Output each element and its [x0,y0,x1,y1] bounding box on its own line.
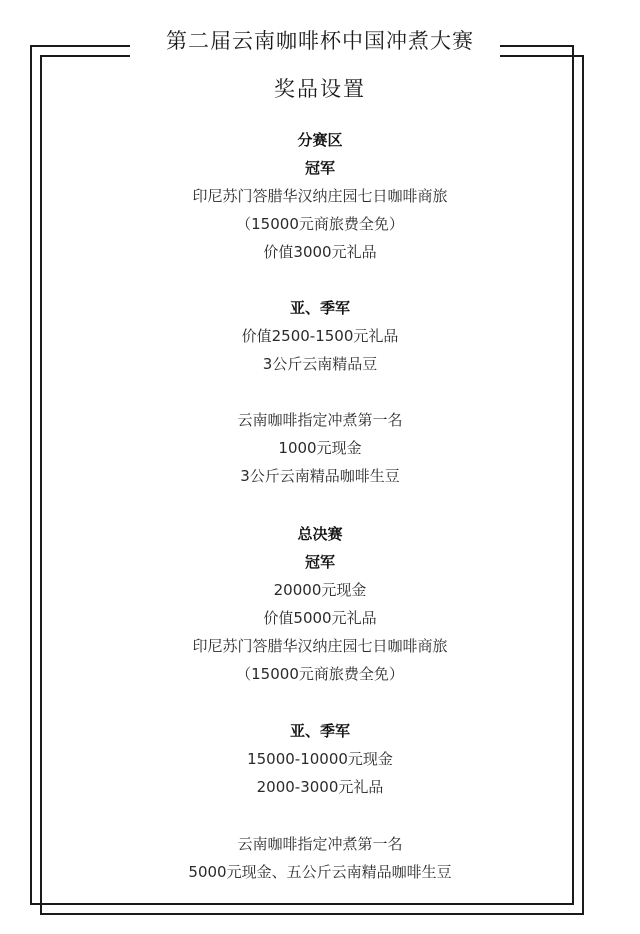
finals-yunnan-best-2: 5000元现金、五公斤云南精品咖啡生豆 [188,863,452,881]
regional-yunnan-best-2: 1000元现金 [278,439,362,457]
page-title: 第二届云南咖啡杯中国冲煮大赛 [166,29,474,53]
finals-champion-prize-3: 印尼苏门答腊华汉纳庄园七日咖啡商旅 [192,637,448,655]
regional-champion-label: 冠军 [304,159,335,177]
page-subtitle: 奖品设置 [274,77,366,101]
finals-runner-up-label: 亚、季军 [289,722,350,740]
finals-runner-up-prize-2: 2000-3000元礼品 [256,778,384,796]
regional-runner-up-prize-1: 价值2500-1500元礼品 [241,327,399,345]
finals-champion-prize-2: 价值5000元礼品 [263,609,377,627]
finals-champion-prize-1: 20000元现金 [273,581,367,599]
regional-champion-prize-3: 价值3000元礼品 [263,243,377,261]
regional-yunnan-best-1: 云南咖啡指定冲煮第一名 [237,411,403,429]
finals-runner-up-prize-1: 15000-10000元现金 [247,750,393,768]
finals-yunnan-best-1: 云南咖啡指定冲煮第一名 [237,835,403,853]
regional-runner-up-label: 亚、季军 [289,299,350,317]
regional-champion-prize-1: 印尼苏门答腊华汉纳庄园七日咖啡商旅 [192,187,448,205]
finals-champion-label: 冠军 [304,553,335,571]
finals-heading: 总决赛 [297,525,343,543]
regional-heading: 分赛区 [297,131,343,149]
regional-yunnan-best-3: 3公斤云南精品咖啡生豆 [240,467,400,485]
regional-champion-prize-2: （15000元商旅费全免） [236,215,404,233]
regional-runner-up-prize-2: 3公斤云南精品豆 [262,355,378,373]
finals-champion-prize-4: （15000元商旅费全免） [236,665,404,683]
